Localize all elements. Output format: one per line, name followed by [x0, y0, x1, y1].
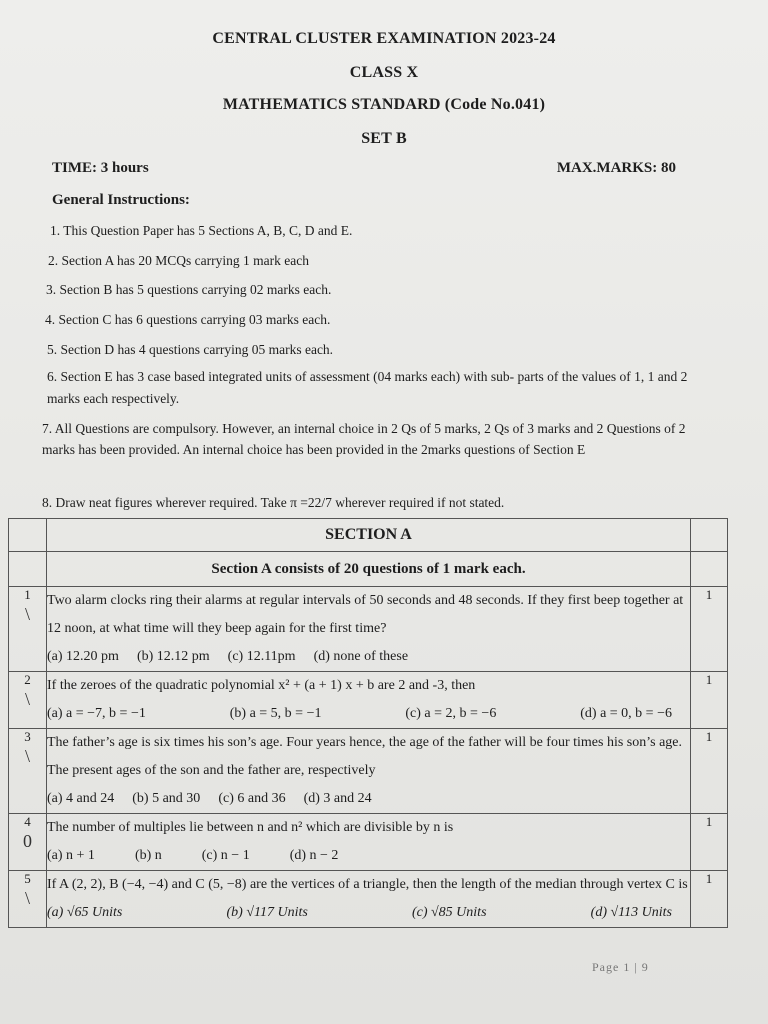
question-row — [9, 729, 728, 814]
page-number: Page 1 | 9 — [592, 960, 649, 974]
option-d: (d) 3 and 24 — [303, 791, 372, 806]
instruction-8: 8. Draw neat figures wherever required. Take π =22/7 wherever required if not stated. — [42, 495, 505, 510]
subject-label: MATHEMATICS STANDARD (Code No.041) — [222, 96, 546, 113]
option-a: (a) a = −7, b = −1 — [47, 706, 146, 721]
question-options — [47, 700, 690, 728]
section-subtitle: Section A consists of 20 questions of 1 mark each. — [47, 552, 691, 587]
option-a: (a) n + 1 — [47, 848, 95, 863]
question-number: 5 — [24, 871, 31, 886]
questions-table — [8, 518, 728, 928]
option-c: (c) n − 1 — [201, 848, 250, 863]
grading-mark: \ — [24, 888, 30, 908]
question-text: If the zeroes of the quadratic polynomial x² + (a + 1) x + b are 2 and -3, then — [47, 678, 476, 693]
question-row — [9, 814, 728, 871]
section-header-row — [9, 519, 728, 552]
question-marks: 1 — [691, 814, 728, 871]
question-text: Two alarm clocks ring their alarms at regular intervals of 50 seconds and 48 seconds. If they first beep together at 12 noon, at what time will they beep again for the first time? — [47, 593, 684, 636]
grading-mark: 0 — [23, 831, 32, 851]
option-d: (d) a = 0, b = −6 — [580, 706, 672, 721]
instruction-6: 6. Section E has 3 case based integrated units of assessment (04 marks each) with sub- parts of the values of 1, 1 and 2 marks each respectively. — [47, 369, 688, 406]
option-a: (a) 12.20 pm — [47, 649, 119, 664]
question-marks: 1 — [691, 672, 728, 729]
question-options — [47, 643, 690, 671]
option-d: (d) √113 Units — [590, 905, 672, 920]
instruction-2: 2. Section A has 20 MCQs carrying 1 mark each — [48, 253, 309, 268]
question-options — [47, 785, 690, 813]
grading-mark: \ — [24, 604, 30, 624]
grading-mark: \ — [24, 746, 30, 766]
grading-mark: \ — [24, 689, 30, 709]
instruction-1: 1. This Question Paper has 5 Sections A, B, C, D and E. — [50, 223, 353, 238]
question-row — [9, 871, 728, 928]
option-a: (a) √65 Units — [47, 905, 123, 920]
question-text: The number of multiples lie between n and n² which are divisible by n is — [47, 820, 454, 835]
instruction-5: 5. Section D has 4 questions carrying 05 marks each. — [47, 342, 334, 357]
question-text: The father’s age is six times his son’s age. Four years hence, the age of the father will be four times his son’s age. The present ages of the son and the father are, respectively — [47, 735, 683, 778]
question-number: 3 — [24, 729, 31, 744]
instructions-title: General Instructions: — [52, 192, 190, 208]
instruction-4: 4. Section C has 6 questions carrying 03 marks each. — [45, 312, 331, 327]
option-c: (c) 12.11pm — [227, 649, 296, 664]
option-d: (d) n − 2 — [289, 848, 339, 863]
question-number: 2 — [24, 672, 31, 687]
question-text: If A (2, 2), B (−4, −4) and C (5, −8) are the vertices of a triangle, then the length of the median through vertex C is — [47, 877, 688, 892]
option-d: (d) none of these — [313, 649, 409, 664]
question-row — [9, 672, 728, 729]
option-b: (b) √117 Units — [226, 905, 308, 920]
section-subtitle-row — [9, 552, 728, 587]
option-a: (a) 4 and 24 — [47, 791, 115, 806]
instruction-3: 3. Section B has 5 questions carrying 02 marks each. — [46, 282, 332, 297]
option-b: (b) 5 and 30 — [132, 791, 201, 806]
section-title: SECTION A — [47, 519, 691, 552]
question-marks: 1 — [691, 587, 728, 672]
question-options — [47, 899, 690, 927]
exam-title: CENTRAL CLUSTER EXAMINATION 2023-24 — [212, 30, 556, 47]
instruction-7: 7. All Questions are compulsory. However, an internal choice in 2 Qs of 5 marks, 2 Qs of 3 marks and 2 Questions of 2 marks has been provided. An internal choice has been provided in the 2marks questions of Section E — [42, 421, 686, 457]
question-number: 4 — [24, 814, 31, 829]
max-marks-label: MAX.MARKS: 80 — [556, 160, 676, 176]
question-number: 1 — [24, 587, 31, 602]
option-c: (c) √85 Units — [411, 905, 487, 920]
question-marks: 1 — [691, 729, 728, 814]
question-marks: 1 — [691, 871, 728, 928]
option-b: (b) n — [134, 848, 162, 863]
question-options — [47, 842, 690, 870]
set-label: SET B — [361, 130, 407, 147]
option-c: (c) a = 2, b = −6 — [405, 706, 497, 721]
option-b: (b) a = 5, b = −1 — [229, 706, 322, 721]
option-b: (b) 12.12 pm — [136, 649, 210, 664]
time-label: TIME: 3 hours — [52, 160, 149, 176]
class-label: CLASS X — [349, 64, 419, 81]
option-c: (c) 6 and 36 — [218, 791, 286, 806]
question-row — [9, 587, 728, 672]
